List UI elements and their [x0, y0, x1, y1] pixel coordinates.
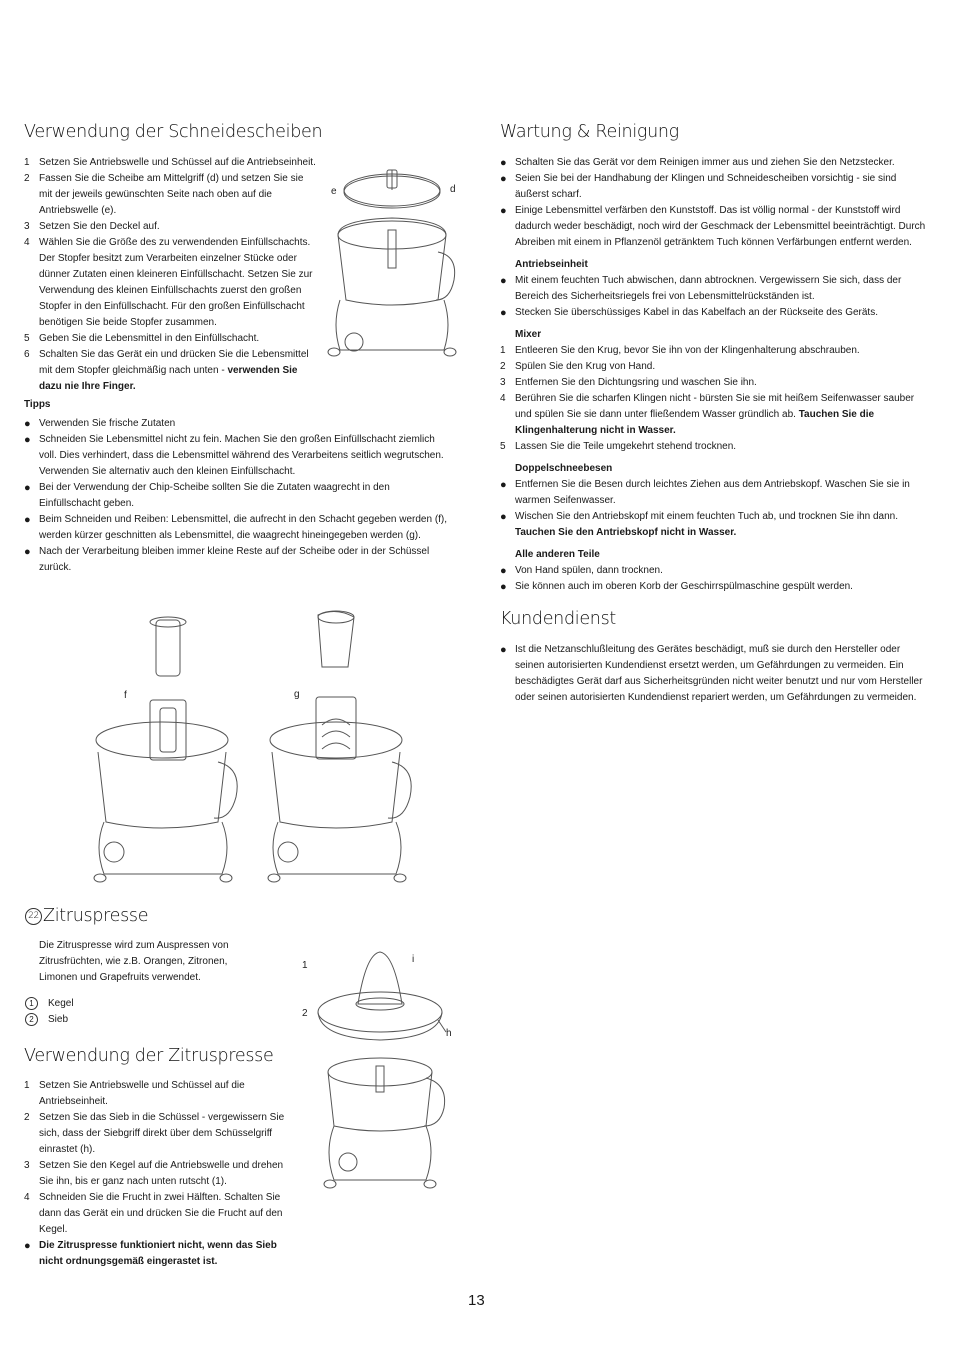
- list-item: ● Entfernen Sie die Besen durch leichtes Ziehen aus dem Antriebskopf. Waschen Sie sie in warmen Seifenwasser.: [500, 479, 910, 506]
- antrieb-list: [500, 273, 932, 321]
- right-column: [500, 122, 932, 706]
- section-number-badge: 22: [25, 908, 42, 925]
- label-f: f: [124, 690, 127, 701]
- step-item: 1 Setzen Sie Antriebswelle und Schüssel auf die Antriebseinheit.: [24, 1080, 245, 1107]
- list-item: ● Schneiden Sie Lebensmittel nicht zu fein. Machen Sie den großen Einfüllschacht ziemlich voll. Dies verhindert, dass die Lebensmittel während des Verarbeitens seitlich wegrutschen. Verwenden Sie alternativ auch den kleinen Einfüllschacht.: [24, 434, 444, 477]
- andere-heading: Alle anderen Teile: [515, 549, 600, 560]
- label-i: i: [412, 954, 415, 965]
- label-e: e: [331, 186, 337, 197]
- label-h: h: [446, 1028, 452, 1039]
- zitrus-section: [24, 906, 294, 1270]
- list-item: 2 Sieb: [24, 1012, 294, 1028]
- list-item: ● Einige Lebensmittel verfärben den Kunststoff. Das ist völlig normal - der Kunststoff wird dadurch weder beschädigt, noch wird der Geschmack der Lebensmittel beeinträchtigt. Durch Abreiben mit einem in Pflanzenöl getränktem Tuch können Verfärbungen entfernt werden.: [500, 205, 926, 248]
- step-item: 1 Setzen Sie Antriebswelle und Schüssel auf die Antriebseinheit.: [24, 157, 316, 168]
- step-item: 2 Spülen Sie den Krug von Hand.: [500, 361, 656, 372]
- step-item: 5 Geben Sie die Lebensmittel in den Einfüllschacht.: [24, 333, 260, 344]
- citrus-press-illustration: [296, 948, 466, 1210]
- list-item: ● Nach der Verarbeitung bleiben immer kleine Reste auf der Scheibe oder in der Schüssel zurück.: [24, 546, 430, 573]
- step-item: 2 Setzen Sie das Sieb in die Schüssel - vergewissern Sie sich, dass der Siebgriff direkt über dem Schüsselgriff einrastet (h).: [24, 1112, 285, 1155]
- label-1: 1: [302, 960, 308, 971]
- page-number: 13: [468, 1292, 485, 1309]
- doppel-heading: Doppelschneebesen: [515, 463, 613, 474]
- step-item: 1 Entleeren Sie den Krug, bevor Sie ihn von der Klingenhalterung abschrauben.: [500, 345, 860, 356]
- list-item: ● Von Hand spülen, dann trocknen.: [500, 565, 663, 577]
- step-item: 4 Schneiden Sie die Frucht in zwei Hälften. Schalten Sie dann das Gerät ein und drücken Sie die Frucht auf den Kegel.: [24, 1192, 283, 1235]
- tips-list: [24, 416, 452, 576]
- step-item: 3 Setzen Sie den Kegel auf die Antriebswelle und drehen Sie ihn, bis er ganz nach unten rutscht (1).: [24, 1160, 284, 1187]
- food-processor-horizontal-feed-illustration: [256, 605, 426, 895]
- list-item: ● Beim Schneiden und Reiben: Lebensmittel, die aufrecht in den Schacht gegeben werden (f), werden kürzer geschnitten als Lebensmittel, die waagrecht hineingegeben werden (g).: [24, 514, 448, 541]
- section-title-verwendung-zitruspresse: Verwendung der Zitruspresse: [24, 1046, 274, 1066]
- list-item: ● Mit einem feuchten Tuch abwischen, dann abtrocknen. Vergewissern Sie sich, dass der Bereich des Sicherheitsriegels frei von Lebensmittelrückständen ist.: [500, 275, 902, 302]
- label-g: g: [294, 689, 300, 700]
- doppel-list: [500, 477, 932, 541]
- tips-heading: Tipps: [24, 399, 51, 410]
- label-d: d: [450, 184, 456, 195]
- step-item: 3 Setzen Sie den Deckel auf.: [24, 221, 160, 232]
- zitrus-parts: [24, 996, 294, 1028]
- food-processor-slicer-illustration: [318, 160, 464, 370]
- mixer-heading: Mixer: [515, 329, 542, 340]
- section-title-zitruspresse: 22 Zitruspresse: [24, 906, 294, 926]
- zitrus-steps: [24, 1078, 286, 1270]
- wartung-list: [500, 155, 932, 251]
- step-item: 4 Berühren Sie die scharfen Klingen nicht - bürsten Sie sie mit heißem Seifenwasser sauber und spülen Sie sie dann unter fließendem Wasser gründlich ab. Tauchen Sie die Klingenhalterung nicht in Wasser.: [500, 393, 915, 436]
- kunden-list: [500, 642, 932, 706]
- section-title-wartung: Wartung & Reinigung: [500, 122, 679, 142]
- list-item: 1 Kegel: [24, 996, 294, 1012]
- list-item: ● Sie können auch im oberen Korb der Geschirrspülmaschine gespült werden.: [500, 581, 853, 593]
- zitrus-intro: Die Zitruspresse wird zum Auspressen von Zitrusfrüchten, wie z.B. Orangen, Zitronen, Limonen und Grapefruits verwendet.: [39, 940, 229, 983]
- section-title-schneidescheiben: Verwendung der Schneidescheiben: [24, 122, 323, 142]
- list-item: ● Wischen Sie den Antriebskopf mit einem feuchten Tuch ab, und trocknen Sie ihn dann. Tauchen Sie den Antriebskopf nicht in Wasser.: [500, 511, 899, 538]
- label-2: 2: [302, 1008, 308, 1019]
- list-item: ● Stecken Sie überschüssiges Kabel in das Kabelfach an der Rückseite des Geräts.: [500, 307, 878, 319]
- list-item: ● Seien Sie bei der Handhabung der Klingen und Schneidescheiben vorsichtig - sie sind äußerst scharf.: [500, 173, 897, 200]
- list-item: ● Ist die Netzanschlußleitung des Gerätes beschädigt, muß sie durch den Hersteller oder seinen autorisierten Kundendienst ersetzt werden, um Gefährdungen zu vermeiden. Ein beschädigtes Gerät darf aus Sicherheitsgründen nicht weiter benutzt und nur vom Hersteller oder seinen autorisierten Kundendienst repariert werden, um Gefährdungen zu vermeiden.: [500, 644, 923, 703]
- list-item: ● Bei der Verwendung der Chip-Scheibe sollten Sie die Zutaten waagrecht in den Einfüllschacht geben.: [24, 482, 390, 509]
- list-item: ● Schalten Sie das Gerät vor dem Reinigen immer aus und ziehen Sie den Netzstecker.: [500, 157, 895, 169]
- mixer-list: [500, 343, 932, 455]
- list-item: ● Verwenden Sie frische Zutaten: [24, 418, 176, 430]
- step-item: 2 Fassen Sie die Scheibe am Mittelgriff (d) und setzen Sie sie mit der jeweils gewünschten Seite nach oben auf die Antriebswelle (e).: [24, 173, 304, 216]
- antrieb-heading: Antriebseinheit: [515, 259, 588, 270]
- step-item: 4 Wählen Sie die Größe des zu verwendenden Einfüllschachts. Der Stopfer besitzt zum Verarbeiten einzelner Stücke oder dünner Zutaten einen kleineren Einfüllschacht. Setzen Sie zur Verwendung des kleinen Einfüllschachts zuerst den großen Stopfer in den Einfüllschacht. Für den großen Einfüllschacht benötigen Sie beide Stopfer zusammen.: [24, 237, 313, 328]
- step-item: 5 Lassen Sie die Teile umgekehrt stehend trocknen.: [500, 441, 737, 452]
- andere-list: [500, 563, 932, 595]
- step-item: 3 Entfernen Sie den Dichtungsring und waschen Sie ihn.: [500, 377, 757, 388]
- food-processor-upright-feed-illustration: [80, 612, 250, 897]
- section-title-kundendienst: Kundendienst: [500, 609, 616, 629]
- warning-item: ● Die Zitruspresse funktioniert nicht, wenn das Sieb nicht ordnungsgemäß eingerastet ist.: [24, 1240, 277, 1267]
- step-item: 6 Schalten Sie das Gerät ein und drücken Sie die Lebensmittel mit dem Stopfer gleichmäßig nach unten - verwenden Sie dazu nie Ihre Finger.: [24, 349, 309, 392]
- schneid-steps: [24, 155, 316, 395]
